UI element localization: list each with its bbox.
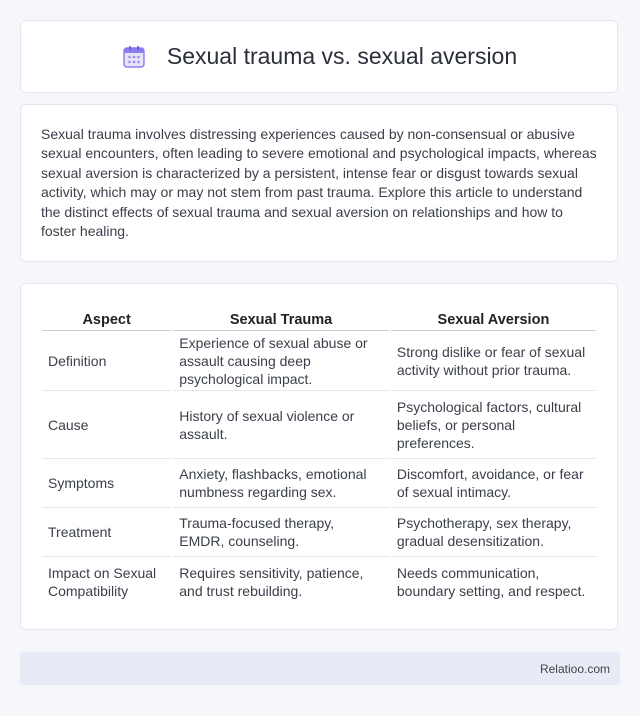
cell-aspect: Definition [42,331,171,391]
footer-brand[interactable]: Relatioo.com [539,661,610,676]
comparison-table [40,304,598,607]
cell-aversion: Needs communication, boundary setting, and respect. [396,565,586,599]
cell-aspect: Cause [42,391,171,459]
cell-aspect: Treatment [42,508,171,557]
cell-trauma: History of sexual violence or assault. [173,391,389,459]
title-card [20,20,618,93]
cell-aversion: Strong dislike or fear of sexual activity without prior trauma. [391,331,596,391]
table-row [42,459,596,508]
table-header-row [42,304,596,331]
cell-trauma: Experience of sexual abuse or assault causing deep psychological impact. [173,331,389,391]
table-row [42,391,596,459]
cell-aversion: Psychotherapy, sex therapy, gradual desensitization. [391,508,596,557]
cell-aversion: Discomfort, avoidance, or fear of sexual intimacy. [391,459,596,508]
header-aspect: Aspect [42,304,171,331]
calendar-icon [121,44,147,70]
cell-trauma: Anxiety, flashbacks, emotional numbness regarding sex. [173,459,389,508]
table-row [42,508,596,557]
footer [20,652,620,685]
cell-aspect: Symptoms [42,459,171,508]
table-row [42,557,596,607]
intro-text: Sexual trauma involves distressing experiences caused by non-consensual or abusive sexual encounters, often leading to severe emotional and psychological impacts, whereas sexual aversion is characterized by a persistent, intense fear or disgust towards sexual activity, which may or may not stem from past trauma. Explore this article to understand the distinct effects of sexual trauma and sexual aversion on relationships and how to foster healing. [41,126,597,240]
cell-trauma: Trauma-focused therapy, EMDR, counseling. [173,508,389,557]
intro-card [20,104,618,262]
header-sexual-aversion: Sexual Aversion [391,304,596,331]
cell-aversion: Psychological factors, cultural beliefs, or personal preferences. [391,391,596,459]
cell-aspect: Impact on Sexual Compatibility [48,565,157,599]
page-title: Sexual trauma vs. sexual aversion [166,43,518,69]
comparison-card [20,283,618,630]
header-sexual-trauma: Sexual Trauma [173,304,389,331]
cell-trauma: Requires sensitivity, patience, and trust rebuilding. [179,565,364,599]
table-row [42,331,596,391]
